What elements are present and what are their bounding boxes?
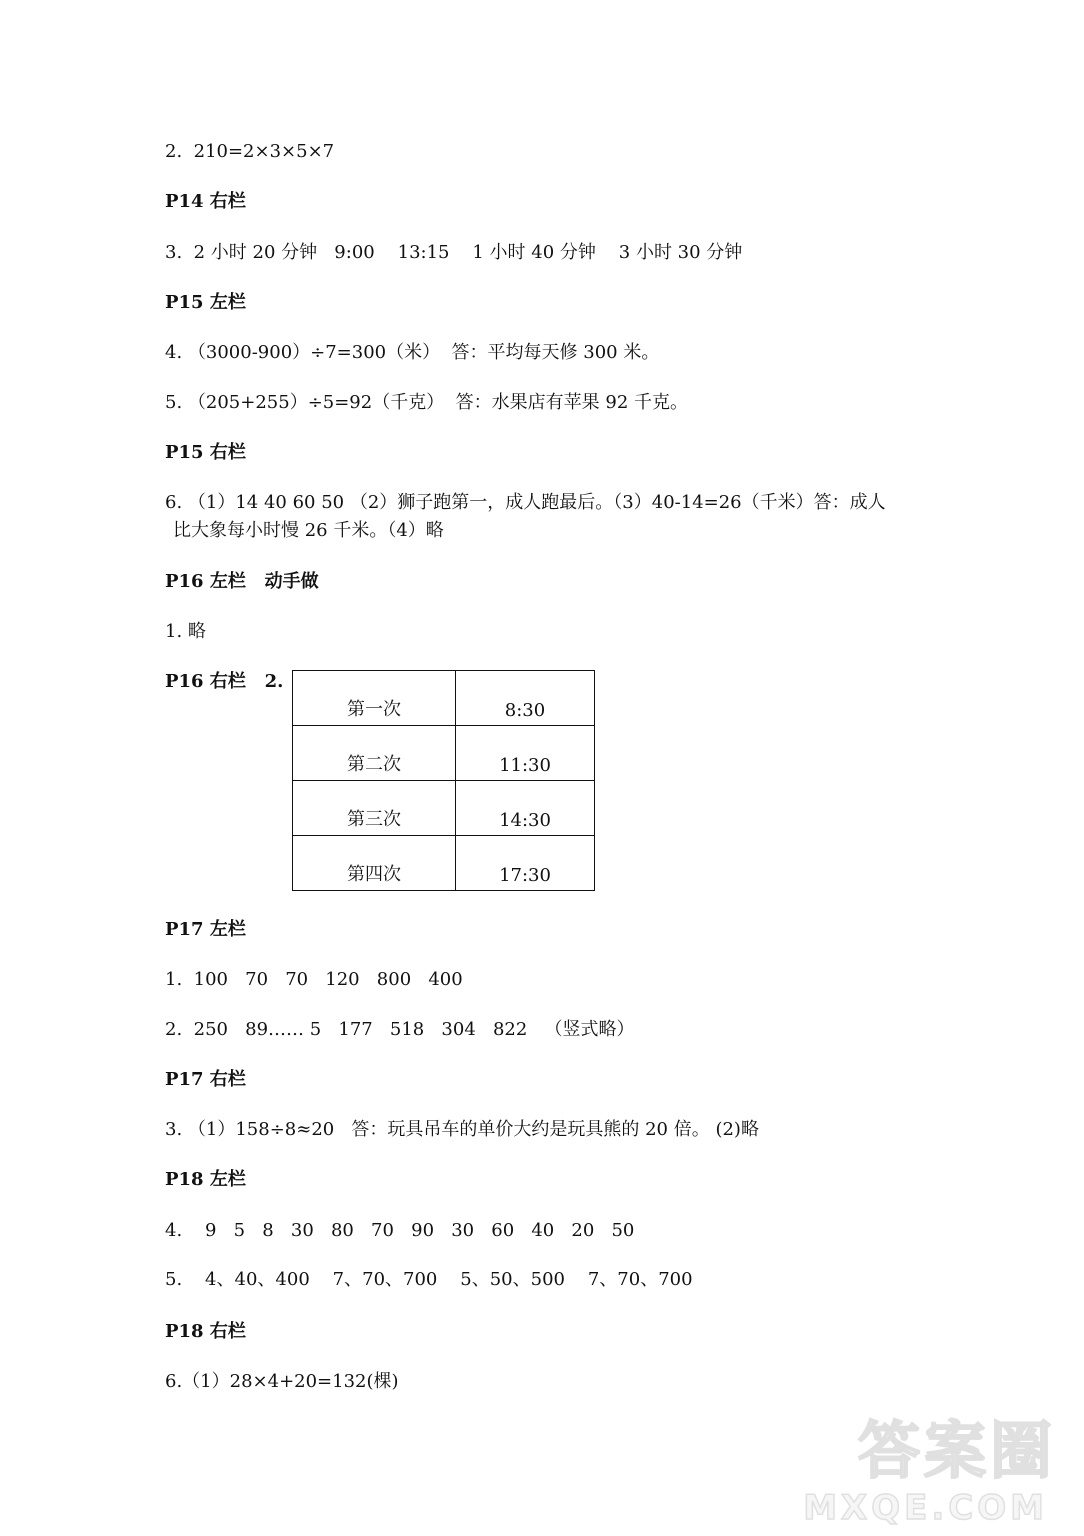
table-row: [293, 836, 595, 891]
line-q1-estimates: 1. 100 70 70 120 800 400: [165, 969, 463, 990]
table-row: [293, 781, 595, 836]
table-row: [293, 671, 595, 726]
heading-p16-left: P16 左栏 动手做: [165, 571, 319, 592]
schedule-table: [292, 670, 595, 891]
line-q6-trees: 6.（1）28×4+20=132(棵): [165, 1371, 399, 1392]
line-q2-division: 2. 250 89…… 5 177 518 304 822 （竖式略）: [165, 1019, 635, 1040]
table-cell-time: 17:30: [456, 836, 595, 891]
heading-p17-left: P17 左栏: [165, 919, 246, 940]
heading-p18-left: P18 左栏: [165, 1169, 246, 1190]
line-q3-times: 3. 2 小时 20 分钟 9:00 13:15 1 小时 40 分钟 3 小时 30 分钟: [165, 242, 743, 263]
heading-p15-right: P15 右栏: [165, 442, 246, 463]
line-q1-omit: 1. 略: [165, 621, 206, 642]
heading-p14-right: P14 右栏: [165, 191, 246, 212]
line-q5-groups: 5. 4、40、400 7、70、700 5、50、500 7、70、700: [165, 1269, 693, 1290]
heading-p16-right: P16 右栏 2.: [165, 671, 284, 692]
table-row: [293, 726, 595, 781]
line-q6-part2: 比大象每小时慢 26 千米。（4）略: [173, 520, 444, 541]
line-q6-part1: 6. （1）14 40 60 50 （2）狮子跑第一，成人跑最后。（3）40-14=26（千米）答：成人: [165, 492, 886, 513]
heading-p17-right: P17 右栏: [165, 1069, 246, 1090]
table-cell-time: 14:30: [456, 781, 595, 836]
heading-p18-right: P18 右栏: [165, 1321, 246, 1342]
watermark-main-text: 答案圈: [857, 1414, 1056, 1487]
heading-p15-left: P15 左栏: [165, 292, 246, 313]
table-cell-label: 第二次: [293, 726, 456, 781]
table-cell-label: 第一次: [293, 671, 456, 726]
table-cell-time: 8:30: [456, 671, 595, 726]
line-q5-apples: 5. （205+255）÷5=92（千克） 答：水果店有苹果 92 千克。: [165, 392, 689, 413]
table-cell-time: 11:30: [456, 726, 595, 781]
line-q4-road: 4. （3000-900）÷7=300（米） 答：平均每天修 300 米。: [165, 342, 660, 363]
table-cell-label: 第三次: [293, 781, 456, 836]
line-q2-prime: 2. 210=2×3×5×7: [165, 141, 335, 162]
table-cell-label: 第四次: [293, 836, 456, 891]
watermark-sub-text: MXQE.COM: [803, 1488, 1048, 1528]
line-q6-animals: [165, 489, 925, 545]
line-q4-numbers: 4. 9 5 8 30 80 70 90 30 60 40 20 50: [165, 1220, 635, 1241]
watermark-logo: [766, 1378, 1066, 1528]
line-q3-toys: 3. （1）158÷8≈20 答：玩具吊车的单价大约是玩具熊的 20 倍。 (2)略: [165, 1119, 759, 1140]
